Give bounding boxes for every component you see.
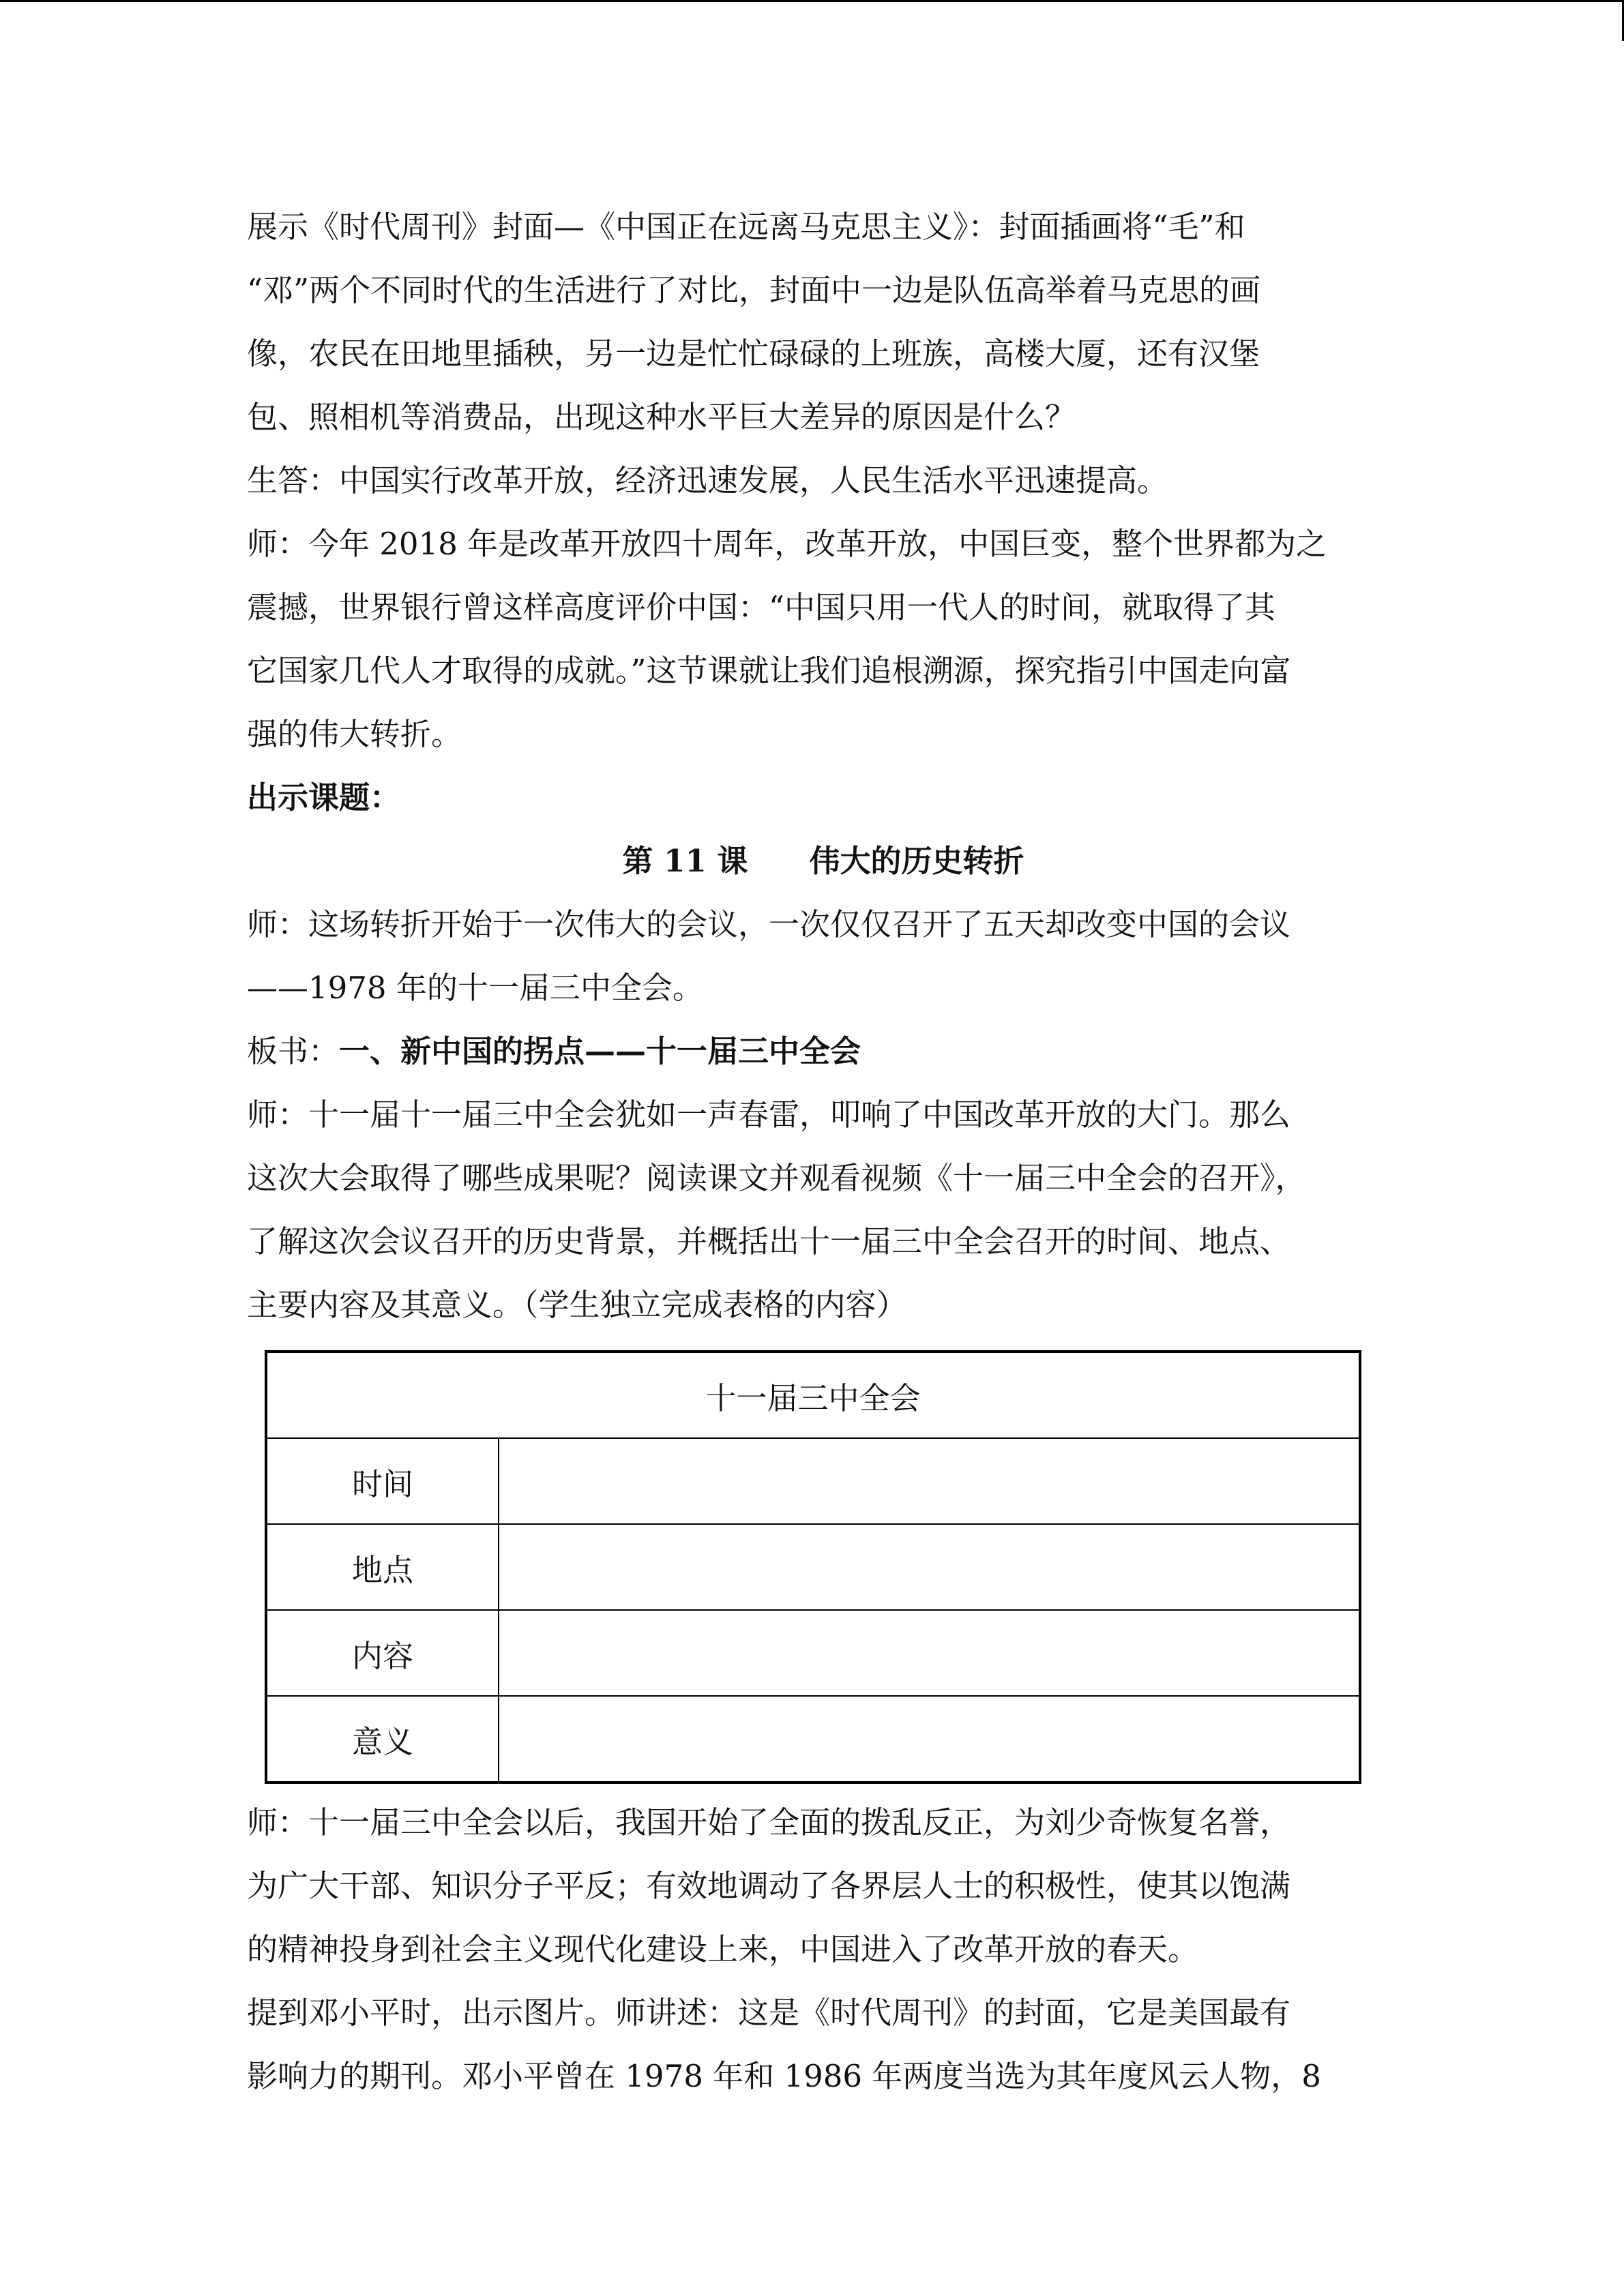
paragraph-line: 师：十一届十一届三中全会犹如一声春雷，叩响了中国改革开放的大门。那么 — [247, 1097, 1291, 1133]
lesson-title — [247, 829, 1379, 893]
table-row — [266, 1610, 1360, 1696]
row-value-place[interactable] — [499, 1524, 1360, 1610]
row-label-significance: 意义 — [266, 1696, 499, 1783]
paragraph-line: ——1978 年的十一届三中全会。 — [247, 970, 703, 1006]
row-label-place: 地点 — [266, 1524, 499, 1610]
summary-table-wrapper — [265, 1350, 1361, 1784]
paragraph-line: 师：今年 2018 年是改革开放四十周年，改革开放，中国巨变，整个世界都为之 — [247, 526, 1327, 562]
lesson-name: 伟大的历史转折 — [809, 843, 1024, 879]
paragraph-line: 包、照相机等消费品，出现这种水平巨大差异的原因是什么？ — [247, 399, 1076, 435]
page-top-edge — [0, 0, 1624, 2]
row-label-content: 内容 — [266, 1610, 499, 1696]
show-topic-label: 出示课题： — [247, 779, 401, 816]
paragraph-line: “邓”两个不同时代的生活进行了对比，封面中一边是队伍高举着马克思的画 — [247, 272, 1261, 308]
paragraph-line: 主要内容及其意义。（学生独立完成表格的内容） — [247, 1287, 907, 1323]
paragraph-line: 了解这次会议召开的历史背景，并概括出十一届三中全会召开的时间、地点、 — [247, 1223, 1291, 1259]
lesson-number: 第 11 课 — [622, 843, 748, 879]
board-heading — [247, 1019, 1379, 1083]
paragraph-line: 它国家几代人才取得的成就。”这节课就让我们追根溯源，探究指引中国走向富 — [247, 653, 1291, 689]
board-heading-text: 一、新中国的拐点——十一届三中全会 — [339, 1033, 861, 1069]
paragraph-line: 生答：中国实行改革开放，经济迅速发展，人民生活水平迅速提高。 — [247, 462, 1168, 498]
paragraph-line: 师：十一届三中全会以后，我国开始了全面的拨乱反正，为刘少奇恢复名誉， — [247, 1804, 1291, 1840]
row-label-time: 时间 — [266, 1438, 499, 1524]
board-prefix: 板书： — [247, 1033, 340, 1069]
paragraph-line: 这次大会取得了哪些成果呢？阅读课文并观看视频《十一届三中全会的召开》， — [247, 1160, 1306, 1196]
paragraph-line: 像，农民在田地里插秧，另一边是忙忙碌碌的上班族，高楼大厦，还有汉堡 — [247, 336, 1260, 372]
table-row — [266, 1524, 1360, 1610]
paragraph-line: 震撼，世界银行曾这样高度评价中国：“中国只用一代人的时间，就取得了其 — [247, 589, 1276, 625]
paragraph-line: 师：这场转折开始于一次伟大的会议，一次仅仅召开了五天却改变中国的会议 — [247, 906, 1291, 942]
paragraph-line: 影响力的期刊。邓小平曾在 1978 年和 1986 年两度当选为其年度风云人物，8 — [247, 2058, 1321, 2094]
paragraph-line: 展示《时代周刊》封面—《中国正在远离马克思主义》：封面插画将“毛”和 — [247, 209, 1245, 245]
row-value-significance[interactable] — [499, 1696, 1360, 1783]
table-row — [266, 1438, 1360, 1524]
row-value-time[interactable] — [499, 1438, 1360, 1524]
table-row — [266, 1696, 1360, 1783]
summary-table — [265, 1350, 1361, 1784]
paragraph-line: 强的伟大转折。 — [247, 716, 462, 752]
paragraph-line: 为广大干部、知识分子平反；有效地调动了各界层人士的积极性，使其以饱满 — [247, 1868, 1291, 1904]
document-body — [247, 195, 1379, 2108]
paragraph-line: 的精神投身到社会主义现代化建设上来，中国进入了改革开放的春天。 — [247, 1931, 1199, 1967]
paragraph-line: 提到邓小平时，出示图片。师讲述：这是《时代周刊》的封面，它是美国最有 — [247, 1995, 1291, 2031]
table-header: 十一届三中全会 — [266, 1352, 1360, 1438]
row-value-content[interactable] — [499, 1610, 1360, 1696]
table-header-row — [266, 1352, 1360, 1438]
